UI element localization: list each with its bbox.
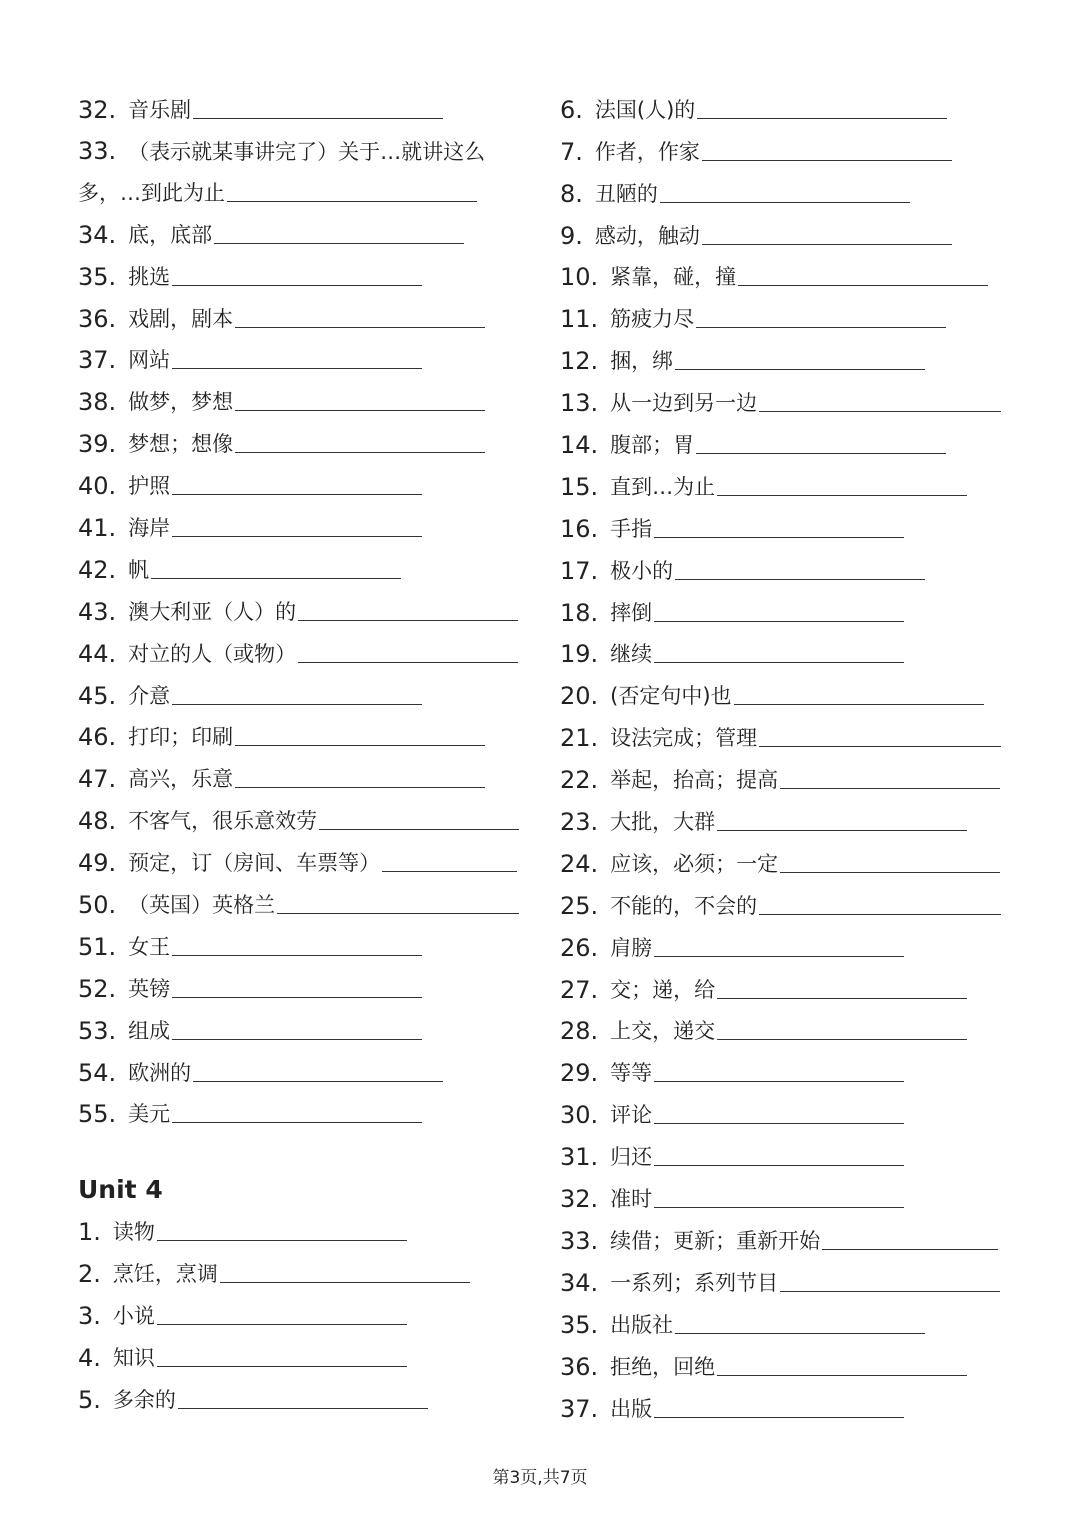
item-number: 39. bbox=[78, 430, 117, 459]
item-number: 14. bbox=[560, 431, 599, 460]
item-line-2 bbox=[78, 167, 528, 208]
answer-blank[interactable] bbox=[172, 1100, 422, 1123]
answer-blank[interactable] bbox=[157, 1218, 407, 1241]
answer-blank[interactable] bbox=[157, 1302, 407, 1325]
item-text: 评论 bbox=[610, 1103, 653, 1128]
item-text: 英镑 bbox=[128, 976, 171, 1001]
answer-blank[interactable] bbox=[172, 263, 422, 286]
item-number: 34. bbox=[78, 220, 117, 249]
item-text: 极小的 bbox=[610, 558, 674, 583]
vocab-item bbox=[560, 125, 1010, 167]
item-number: 26. bbox=[560, 933, 599, 962]
item-number: 31. bbox=[560, 1143, 599, 1172]
item-text: 一系列；系列节目 bbox=[610, 1270, 779, 1295]
item-number: 16. bbox=[560, 514, 599, 543]
unit-heading: Unit 4 bbox=[78, 1175, 163, 1205]
answer-blank[interactable] bbox=[382, 849, 517, 872]
item-number: 37. bbox=[78, 346, 117, 375]
answer-blank[interactable] bbox=[298, 598, 518, 621]
item-number: 19. bbox=[560, 640, 599, 669]
vocab-item bbox=[560, 1130, 1010, 1172]
answer-blank[interactable] bbox=[822, 1227, 998, 1250]
vocab-item bbox=[78, 292, 528, 334]
answer-blank[interactable] bbox=[717, 473, 967, 496]
item-number: 11. bbox=[560, 305, 599, 334]
item-text: (否定句中)也 bbox=[610, 684, 732, 709]
item-text: 不能的，不会的 bbox=[610, 893, 758, 918]
item-number: 10. bbox=[560, 263, 599, 292]
answer-blank[interactable] bbox=[697, 96, 947, 119]
item-text: 拒绝，回绝 bbox=[610, 1354, 716, 1379]
vocab-item bbox=[560, 795, 1010, 837]
item-text: 举起，抬高；提高 bbox=[610, 768, 779, 793]
answer-blank[interactable] bbox=[654, 640, 904, 663]
answer-blank[interactable] bbox=[780, 1269, 1000, 1292]
item-text: 从一边到另一边 bbox=[610, 391, 758, 416]
item-text: 护照 bbox=[128, 474, 171, 499]
vocab-item bbox=[78, 1289, 528, 1331]
item-text: 作者，作家 bbox=[594, 139, 700, 164]
vocab-item bbox=[560, 711, 1010, 753]
answer-blank[interactable] bbox=[235, 765, 485, 788]
answer-blank[interactable] bbox=[214, 221, 464, 244]
answer-blank[interactable] bbox=[780, 850, 1000, 873]
item-number: 52. bbox=[78, 974, 117, 1003]
item-text: 丑陋的 bbox=[594, 181, 658, 206]
vocab-item bbox=[560, 1256, 1010, 1298]
item-number: 43. bbox=[78, 597, 117, 626]
item-number: 50. bbox=[78, 891, 117, 920]
vocab-item bbox=[560, 628, 1010, 670]
item-text: 女王 bbox=[128, 934, 171, 959]
vocab-item bbox=[78, 1331, 528, 1373]
vocab-item bbox=[78, 1046, 528, 1088]
item-number: 13. bbox=[560, 389, 599, 418]
item-text: 组成 bbox=[128, 1018, 171, 1043]
item-number: 23. bbox=[560, 808, 599, 837]
answer-blank[interactable] bbox=[654, 1059, 904, 1082]
answer-blank[interactable] bbox=[702, 138, 952, 161]
answer-blank[interactable] bbox=[717, 808, 967, 831]
answer-blank[interactable] bbox=[172, 975, 422, 998]
item-text: 等等 bbox=[610, 1061, 653, 1086]
item-text: 手指 bbox=[610, 516, 653, 541]
answer-blank[interactable] bbox=[235, 723, 485, 746]
item-text: 捆，绑 bbox=[610, 349, 674, 374]
answer-blank[interactable] bbox=[220, 1260, 470, 1283]
vocab-item bbox=[560, 502, 1010, 544]
item-text: 欧洲的 bbox=[128, 1060, 192, 1085]
vocab-item bbox=[78, 417, 528, 459]
item-number: 45. bbox=[78, 681, 117, 710]
item-text: 紧靠，碰，撞 bbox=[610, 265, 737, 290]
vocab-item bbox=[78, 669, 528, 711]
answer-blank[interactable] bbox=[702, 222, 952, 245]
item-number: 48. bbox=[78, 807, 117, 836]
vocab-item bbox=[560, 1340, 1010, 1382]
item-number: 36. bbox=[560, 1352, 599, 1381]
answer-blank[interactable] bbox=[759, 892, 1001, 915]
answer-blank[interactable] bbox=[235, 388, 485, 411]
item-number: 36. bbox=[78, 304, 117, 333]
answer-blank[interactable] bbox=[654, 1143, 904, 1166]
item-text: 设法完成；管理 bbox=[610, 726, 758, 751]
item-text: 挑选 bbox=[128, 264, 171, 289]
item-text: 介意 bbox=[128, 683, 171, 708]
page-number-label: 第3页,共7页 bbox=[492, 1468, 588, 1488]
item-number: 3. bbox=[78, 1302, 101, 1331]
vocab-item bbox=[78, 1088, 528, 1130]
vocab-item bbox=[78, 878, 528, 920]
item-text: 续借；更新；重新开始 bbox=[610, 1228, 821, 1253]
item-number: 29. bbox=[560, 1059, 599, 1088]
item-number: 55. bbox=[78, 1100, 117, 1129]
vocab-item bbox=[78, 1205, 528, 1247]
item-text: 准时 bbox=[610, 1187, 653, 1212]
answer-blank[interactable] bbox=[172, 682, 422, 705]
item-text: 海岸 bbox=[128, 516, 171, 541]
vocab-item bbox=[78, 1247, 528, 1289]
item-number: 51. bbox=[78, 932, 117, 961]
vocab-item bbox=[78, 543, 528, 585]
vocab-item bbox=[560, 544, 1010, 586]
item-number: 46. bbox=[78, 723, 117, 752]
vocab-item bbox=[560, 837, 1010, 879]
answer-blank[interactable] bbox=[654, 515, 904, 538]
item-number: 2. bbox=[78, 1260, 101, 1289]
vocab-item bbox=[560, 1046, 1010, 1088]
vocab-item bbox=[560, 334, 1010, 376]
vocab-item bbox=[560, 251, 1010, 293]
item-number: 8. bbox=[560, 179, 583, 208]
item-number: 35. bbox=[560, 1310, 599, 1339]
item-number: 49. bbox=[78, 849, 117, 878]
answer-blank[interactable] bbox=[717, 976, 967, 999]
item-number: 17. bbox=[560, 556, 599, 585]
answer-blank[interactable] bbox=[277, 891, 519, 914]
item-text: 梦想；想像 bbox=[128, 432, 234, 457]
vocab-item bbox=[560, 879, 1010, 921]
item-text: 归还 bbox=[610, 1145, 653, 1170]
item-number: 40. bbox=[78, 472, 117, 501]
item-number: 44. bbox=[78, 639, 117, 668]
item-text: 出版社 bbox=[610, 1312, 674, 1337]
answer-blank[interactable] bbox=[654, 599, 904, 622]
item-text: 筋疲力尽 bbox=[610, 307, 695, 332]
vocab-item bbox=[78, 585, 528, 627]
item-number: 33. bbox=[78, 136, 117, 165]
item-text: 高兴，乐意 bbox=[128, 767, 234, 792]
item-text: 直到…为止 bbox=[610, 474, 716, 499]
answer-blank[interactable] bbox=[227, 179, 477, 202]
item-number: 34. bbox=[560, 1268, 599, 1297]
item-number: 7. bbox=[560, 137, 583, 166]
item-text: 小说 bbox=[112, 1304, 155, 1329]
item-number: 35. bbox=[78, 262, 117, 291]
item-text: 上交，递交 bbox=[610, 1019, 716, 1044]
item-number: 27. bbox=[560, 975, 599, 1004]
answer-blank[interactable] bbox=[172, 514, 422, 537]
item-number: 30. bbox=[560, 1101, 599, 1130]
vocab-item bbox=[78, 375, 528, 417]
item-number: 32. bbox=[78, 95, 117, 124]
vocab-item bbox=[560, 292, 1010, 334]
answer-blank[interactable] bbox=[654, 1185, 904, 1208]
vocab-item bbox=[78, 125, 528, 208]
item-text: 底，底部 bbox=[128, 222, 213, 247]
answer-blank[interactable] bbox=[738, 263, 988, 286]
item-text: 读物 bbox=[112, 1220, 155, 1245]
vocab-item bbox=[78, 501, 528, 543]
answer-blank[interactable] bbox=[178, 1386, 428, 1409]
answer-blank[interactable] bbox=[675, 347, 925, 370]
item-text: 法国(人)的 bbox=[594, 97, 696, 122]
item-number: 21. bbox=[560, 724, 599, 753]
item-number: 1. bbox=[78, 1218, 101, 1247]
item-text: 多余的 bbox=[112, 1387, 176, 1412]
item-number: 9. bbox=[560, 221, 583, 250]
answer-blank[interactable] bbox=[298, 640, 518, 663]
vocab-item bbox=[560, 753, 1010, 795]
item-text: 做梦，梦想 bbox=[128, 390, 234, 415]
vocab-item bbox=[78, 920, 528, 962]
answer-blank[interactable] bbox=[717, 1353, 967, 1376]
item-number: 18. bbox=[560, 598, 599, 627]
item-text: 感动，触动 bbox=[594, 223, 700, 248]
vocab-item bbox=[78, 752, 528, 794]
item-text: 大批，大群 bbox=[610, 810, 716, 835]
vocab-item bbox=[560, 1298, 1010, 1340]
vocab-item bbox=[560, 418, 1010, 460]
item-text: （英国）英格兰 bbox=[128, 893, 276, 918]
item-number: 15. bbox=[560, 472, 599, 501]
vocab-item bbox=[560, 1005, 1010, 1047]
vocab-item bbox=[78, 83, 528, 125]
answer-blank[interactable] bbox=[759, 389, 1001, 412]
vocab-item bbox=[78, 208, 528, 250]
answer-blank[interactable] bbox=[654, 934, 904, 957]
vocab-item bbox=[560, 460, 1010, 502]
answer-blank[interactable] bbox=[654, 1395, 904, 1418]
item-text: 美元 bbox=[128, 1102, 171, 1127]
answer-blank[interactable] bbox=[654, 1101, 904, 1124]
answer-blank[interactable] bbox=[193, 96, 443, 119]
item-text: 预定，订（房间、车票等） bbox=[128, 851, 381, 876]
vocab-item bbox=[560, 1088, 1010, 1130]
vocab-item bbox=[78, 334, 528, 376]
vocab-item bbox=[78, 627, 528, 669]
vocab-item bbox=[78, 794, 528, 836]
item-text: 音乐剧 bbox=[128, 97, 192, 122]
item-number: 22. bbox=[560, 766, 599, 795]
item-text: 肩膀 bbox=[610, 935, 653, 960]
item-number: 33. bbox=[560, 1226, 599, 1255]
vocab-item bbox=[560, 586, 1010, 628]
item-number: 42. bbox=[78, 555, 117, 584]
answer-blank[interactable] bbox=[696, 431, 946, 454]
answer-blank[interactable] bbox=[660, 180, 910, 203]
item-number: 41. bbox=[78, 514, 117, 543]
item-number: 20. bbox=[560, 682, 599, 711]
answer-blank[interactable] bbox=[759, 724, 1001, 747]
answer-blank[interactable] bbox=[675, 557, 925, 580]
item-text: 继续 bbox=[610, 642, 653, 667]
item-text: 出版 bbox=[610, 1396, 653, 1421]
item-number: 38. bbox=[78, 388, 117, 417]
vocab-item bbox=[560, 669, 1010, 711]
vocab-item bbox=[560, 1172, 1010, 1214]
item-text: 澳大利亚（人）的 bbox=[128, 599, 297, 624]
answer-blank[interactable] bbox=[696, 305, 946, 328]
answer-blank[interactable] bbox=[172, 472, 422, 495]
item-text: 对立的人（或物） bbox=[128, 641, 297, 666]
item-number: 24. bbox=[560, 849, 599, 878]
vocab-item bbox=[560, 83, 1010, 125]
vocab-item bbox=[78, 250, 528, 292]
answer-blank[interactable] bbox=[172, 1017, 422, 1040]
item-number: 47. bbox=[78, 765, 117, 794]
right-column bbox=[560, 83, 1010, 1424]
item-number: 54. bbox=[78, 1058, 117, 1087]
item-text: 摔倒 bbox=[610, 600, 653, 625]
answer-blank[interactable] bbox=[780, 766, 1000, 789]
vocab-item bbox=[560, 921, 1010, 963]
item-number: 12. bbox=[560, 347, 599, 376]
item-number: 25. bbox=[560, 891, 599, 920]
item-text: 应该，必须；一定 bbox=[610, 851, 779, 876]
item-number: 37. bbox=[560, 1394, 599, 1423]
item-number: 28. bbox=[560, 1017, 599, 1046]
answer-blank[interactable] bbox=[717, 1017, 967, 1040]
item-text: 多，…到此为止 bbox=[78, 180, 225, 205]
item-number: 6. bbox=[560, 95, 583, 124]
item-number: 4. bbox=[78, 1344, 101, 1373]
vocab-item bbox=[560, 1382, 1010, 1424]
item-number: 5. bbox=[78, 1385, 101, 1414]
item-text: 戏剧，剧本 bbox=[128, 306, 234, 331]
vocab-item bbox=[78, 962, 528, 1004]
answer-blank[interactable] bbox=[172, 933, 422, 956]
answer-blank[interactable] bbox=[319, 807, 519, 830]
answer-blank[interactable] bbox=[193, 1059, 443, 1082]
answer-blank[interactable] bbox=[172, 346, 422, 369]
vocab-item bbox=[78, 711, 528, 753]
vocab-item bbox=[560, 963, 1010, 1005]
item-line-1 bbox=[78, 136, 528, 167]
item-text: 烹饪，烹调 bbox=[112, 1262, 218, 1287]
item-number: 32. bbox=[560, 1185, 599, 1214]
item-text: 知识 bbox=[112, 1346, 155, 1371]
item-text: 不客气，很乐意效劳 bbox=[128, 809, 318, 834]
item-text: 打印；印刷 bbox=[128, 725, 234, 750]
vocab-item bbox=[560, 209, 1010, 251]
vocab-item bbox=[78, 836, 528, 878]
item-text: （表示就某事讲完了）关于…就讲这么 bbox=[128, 139, 486, 164]
answer-blank[interactable] bbox=[151, 556, 401, 579]
item-text: 交；递，给 bbox=[610, 977, 716, 1002]
answer-blank[interactable] bbox=[157, 1344, 407, 1367]
answer-blank[interactable] bbox=[675, 1311, 925, 1334]
answer-blank[interactable] bbox=[734, 682, 984, 705]
vocab-item bbox=[78, 1004, 528, 1046]
page-footer bbox=[0, 1463, 1080, 1488]
item-text: 网站 bbox=[128, 348, 171, 373]
item-text: 腹部；胃 bbox=[610, 433, 695, 458]
vocab-item bbox=[560, 376, 1010, 418]
vocab-item bbox=[560, 1214, 1010, 1256]
vocab-item bbox=[78, 1373, 528, 1415]
vocab-item bbox=[560, 167, 1010, 209]
left-column bbox=[78, 83, 528, 1415]
vocab-item bbox=[78, 459, 528, 501]
item-text: 帆 bbox=[128, 557, 150, 582]
item-number: 53. bbox=[78, 1016, 117, 1045]
answer-blank[interactable] bbox=[235, 305, 485, 328]
answer-blank[interactable] bbox=[235, 430, 485, 453]
